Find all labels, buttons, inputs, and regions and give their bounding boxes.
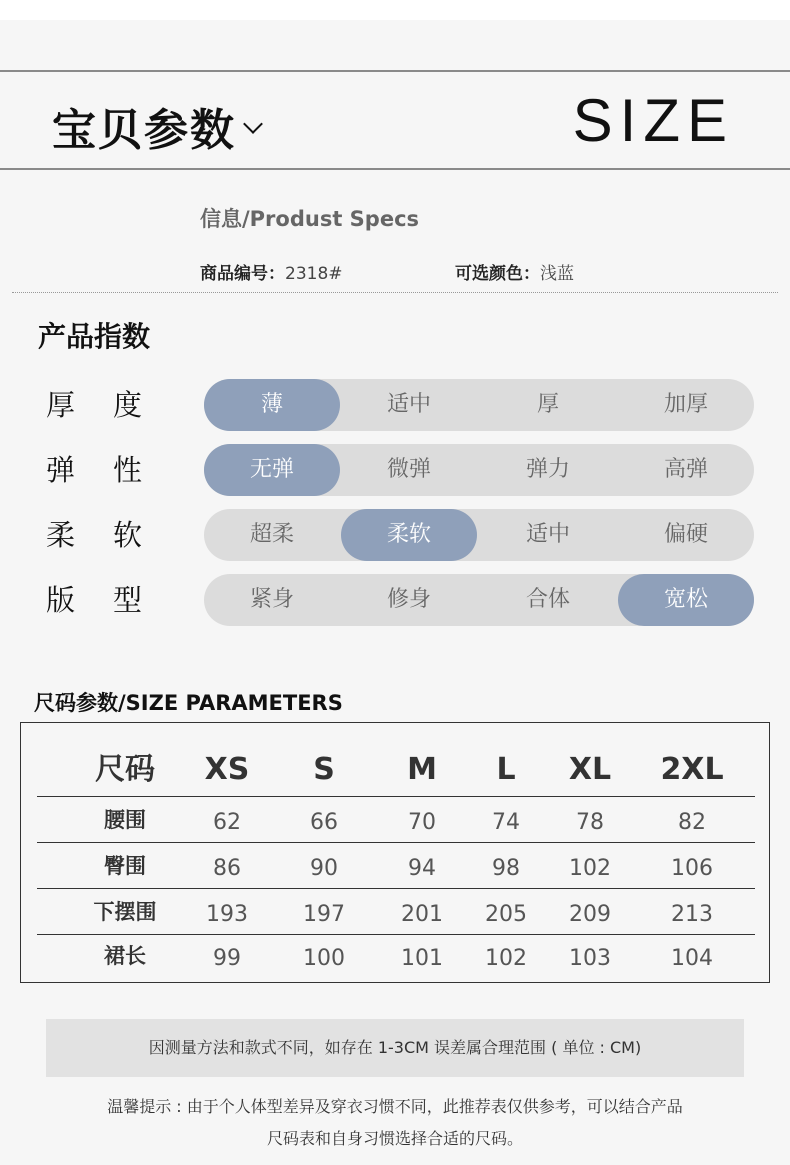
table-cell: 62 <box>213 810 241 835</box>
table-cell: 100 <box>303 946 345 971</box>
size-table-header <box>37 743 755 797</box>
table-row <box>37 934 755 979</box>
index-option: 微弹 <box>386 457 431 482</box>
table-cell: 209 <box>569 902 611 927</box>
table-cell: 102 <box>569 856 611 881</box>
index-scale <box>204 574 754 626</box>
item-number-label: 商品编号： <box>200 264 285 284</box>
table-cell: 94 <box>408 856 436 881</box>
table-cell: 82 <box>678 810 706 835</box>
table-cell: 106 <box>671 856 713 881</box>
measurement-label: 腰围 <box>104 808 146 832</box>
index-scale <box>204 379 754 431</box>
table-cell: 90 <box>310 856 338 881</box>
index-option: 偏硬 <box>663 522 708 547</box>
index-option: 合体 <box>525 587 570 612</box>
index-row <box>0 444 790 496</box>
size-heading: SIZE <box>572 87 734 154</box>
table-cell: 197 <box>303 902 345 927</box>
index-option: 无弹 <box>204 444 340 496</box>
index-option: 超柔 <box>249 522 294 547</box>
table-row <box>37 798 755 843</box>
page-title-text: 宝贝参数 <box>52 105 236 156</box>
index-row-label: 柔软 <box>46 518 181 552</box>
table-cell: 101 <box>401 946 443 971</box>
index-scale <box>204 444 754 496</box>
index-option: 适中 <box>525 522 570 547</box>
index-row-label: 厚度 <box>46 388 181 422</box>
page-title <box>52 94 260 158</box>
size-header-cell: XL <box>568 752 612 787</box>
table-cell: 99 <box>213 946 241 971</box>
color-info <box>455 259 574 284</box>
size-header-cell: S <box>313 752 335 787</box>
index-row <box>0 574 790 626</box>
table-cell: 102 <box>485 946 527 971</box>
size-header-cell: M <box>407 752 437 787</box>
index-option: 柔软 <box>341 509 477 561</box>
table-cell: 86 <box>213 856 241 881</box>
size-header-cell: XS <box>204 752 250 787</box>
table-cell: 98 <box>492 856 520 881</box>
size-header-label: 尺码 <box>95 752 155 787</box>
size-table <box>20 722 770 983</box>
index-option: 高弹 <box>663 457 708 482</box>
color-value: 浅蓝 <box>540 264 574 284</box>
color-label: 可选颜色： <box>455 264 540 284</box>
table-cell: 78 <box>576 810 604 835</box>
table-cell: 104 <box>671 946 713 971</box>
item-number <box>200 259 343 284</box>
index-option: 弹力 <box>525 457 570 482</box>
index-option: 宽松 <box>618 574 754 626</box>
measurement-note: 因测量方法和款式不同，如存在 1-3CM 误差属合理范围 ( 单位 : CM) <box>46 1019 744 1077</box>
table-cell: 213 <box>671 902 713 927</box>
item-number-value: 2318# <box>285 264 343 284</box>
measurement-label: 臀围 <box>104 854 146 878</box>
size-parameters-title: 尺码参数/SIZE PARAMETERS <box>34 691 343 715</box>
table-cell: 103 <box>569 946 611 971</box>
dotted-divider <box>12 292 778 293</box>
measurement-label: 裙长 <box>104 944 146 968</box>
info-section-title: 信息/Produst Specs <box>200 207 420 231</box>
table-row <box>37 844 755 889</box>
index-row-label: 弹性 <box>46 453 181 487</box>
size-header-cell: L <box>496 752 516 787</box>
index-row <box>0 379 790 431</box>
tip-line-1: 温馨提示 : 由于个人体型差异及穿衣习惯不同，此推荐表仅供参考，可以结合产品 <box>107 1097 683 1116</box>
index-option: 薄 <box>204 379 340 431</box>
product-index-title: 产品指数 <box>38 320 151 353</box>
index-option: 适中 <box>386 392 431 417</box>
index-scale <box>204 509 754 561</box>
table-row <box>37 890 755 935</box>
size-header-cell: 2XL <box>660 752 724 787</box>
index-row <box>0 509 790 561</box>
index-option: 加厚 <box>663 392 708 417</box>
chevron-down-icon <box>243 114 263 134</box>
measurement-label: 下摆围 <box>93 900 157 924</box>
index-option: 紧身 <box>249 587 294 612</box>
table-cell: 66 <box>310 810 338 835</box>
tip-line-2: 尺码表和自身习惯选择合适的尺码。 <box>266 1129 523 1148</box>
top-strip <box>0 0 790 20</box>
table-cell: 201 <box>401 902 443 927</box>
index-row-label: 版型 <box>46 583 181 617</box>
table-cell: 193 <box>206 902 248 927</box>
index-option: 修身 <box>386 587 431 612</box>
table-cell: 70 <box>408 810 436 835</box>
header-band <box>0 70 790 170</box>
index-option: 厚 <box>536 392 559 417</box>
table-cell: 74 <box>492 810 520 835</box>
table-cell: 205 <box>485 902 527 927</box>
